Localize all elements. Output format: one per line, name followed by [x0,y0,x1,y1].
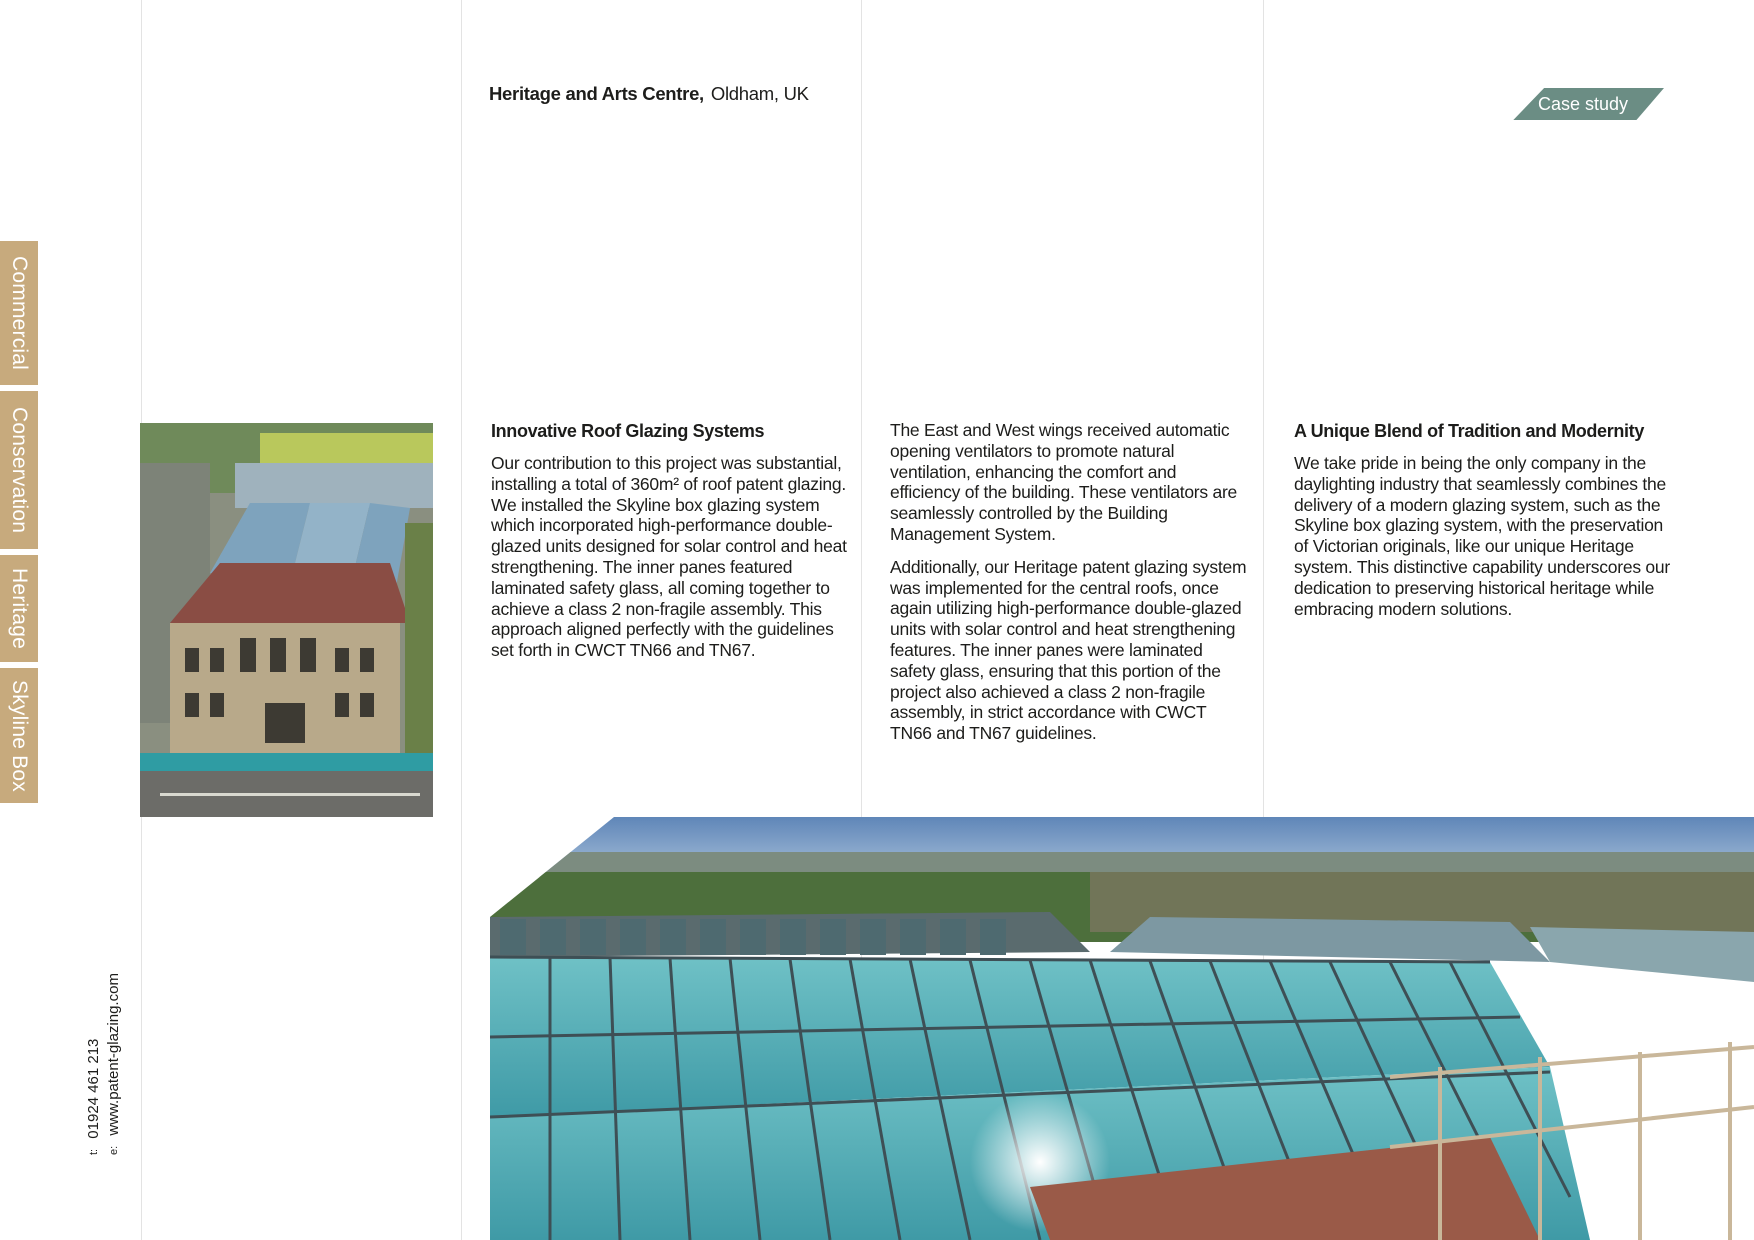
column-tradition-modernity [1294,420,1670,631]
contact-info [84,955,128,1155]
paragraph: The East and West wings received automatic opening ventilators to promote natural ventilation, enhancing the comfort and efficiency of the building. These ventilators are seamlessly controlled by the Building Management System. [890,420,1238,544]
heading-tradition-modernity: A Unique Blend of Tradition and Modernity [1294,421,1644,441]
roof-glazing-photo [490,817,1754,1240]
paragraph: Additionally, our Heritage patent glazing system was implemented for the central roofs, once again utilizing high-performance double-glazed units with solar control and heat strengthening features. The inner panes were laminated safety glass, ensuring that this portion of the project also achieved a class 2 non-fragile assembly, in strict accordance with CWCT TN66 and TN67 guidelines. [890,556,1247,744]
column-roof-glazing [491,420,851,673]
column-rule [461,0,462,1240]
website-link[interactable]: www.patent-glazing.com [105,973,122,1136]
tab-label: Commercial [8,255,31,370]
tab-conservation[interactable] [0,391,38,549]
column-ventilation [890,420,1250,756]
building-aerial-photo [140,423,433,817]
tab-commercial[interactable] [0,241,38,385]
project-location: Oldham, UK [710,83,809,104]
phone-prefix: t: [88,1148,100,1155]
tab-label: Heritage [8,568,31,649]
heading-roof-glazing: Innovative Roof Glazing Systems [491,421,765,441]
paragraph: Our contribution to this project was substantial, installing a total of 360m² of roof patent glazing. We installed the Skyline box glazing system which incorporated high-performance double-glazed units designed for solar control and heat strengthening. The inner panes featured laminated safety glass, all coming together to achieve a class 2 non-fragile assembly. This approach aligned perfectly with the guidelines set forth in CWCT TN66 and TN67. [491,453,847,661]
paragraph: We take pride in being the only company in the daylighting industry that seamlessly combines the delivery of a modern glazing system, such as the Skyline box glazing system, with the preservation of Victorian originals, like our unique Heritage system. This distinctive capability underscores our dedication to preserving historical heritage while embracing modern solutions. [1294,453,1670,619]
tab-heritage[interactable] [0,555,38,662]
case-study-badge: Case study [1537,93,1629,114]
phone-number: 01924 461 213 [85,1038,102,1139]
project-name: Heritage and Arts Centre, [489,83,704,104]
tab-label: Skyline Box [8,679,31,792]
tab-skyline-box[interactable] [0,668,38,803]
project-title [489,83,809,105]
tab-label: Conservation [8,406,31,534]
email-prefix: e: [108,1145,120,1155]
